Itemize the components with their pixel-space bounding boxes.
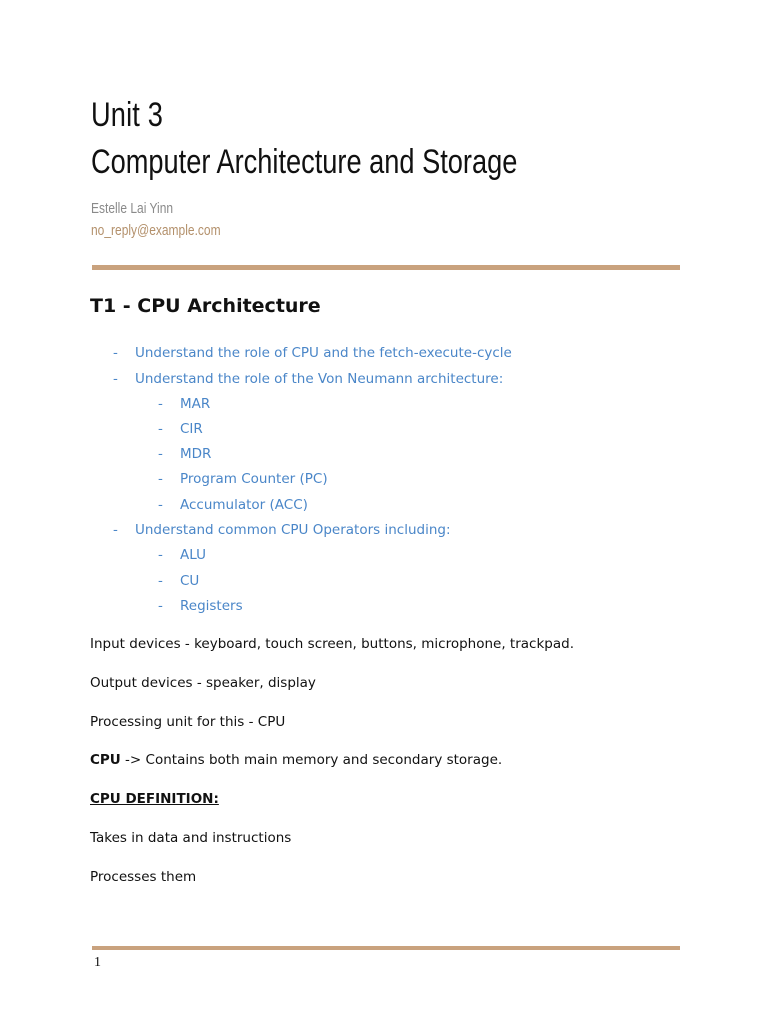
author-name: Estelle Lai Yinn (91, 200, 174, 217)
cpu-description: -> Contains both main memory and secondary storage. (120, 752, 503, 768)
bullet-dash: - (158, 497, 163, 513)
list-item-text: Accumulator (ACC) (180, 497, 308, 513)
bullet-dash: - (158, 598, 163, 614)
bullet-dash: - (158, 547, 163, 563)
output-devices-paragraph: Output devices - speaker, display (90, 675, 316, 691)
takes-in-paragraph: Takes in data and instructions (90, 830, 292, 846)
list-item-text: Program Counter (PC) (180, 471, 328, 487)
bullet-dash: - (113, 371, 118, 387)
document-title: Unit 3 (91, 96, 164, 134)
list-item-text: CIR (180, 421, 203, 437)
processing-unit-paragraph: Processing unit for this - CPU (90, 714, 286, 730)
bullet-dash: - (113, 345, 118, 361)
page-number: 1 (94, 955, 101, 970)
list-item-text: Understand common CPU Operators including: (135, 522, 451, 538)
list-item-text: MAR (180, 396, 211, 412)
bullet-dash: - (158, 471, 163, 487)
processes-paragraph: Processes them (90, 869, 197, 885)
list-item-text: ALU (180, 547, 206, 563)
bullet-dash: - (158, 396, 163, 412)
bullet-dash: - (158, 573, 163, 589)
section-heading: T1 - CPU Architecture (90, 295, 321, 317)
list-item-text: Registers (180, 598, 243, 614)
cpu-paragraph (90, 752, 502, 768)
list-item-text: CU (180, 573, 200, 589)
header-divider (92, 265, 680, 270)
list-item-text: Understand the role of CPU and the fetch-execute-cycle (135, 345, 512, 361)
list-item-text: Understand the role of the Von Neumann architecture: (135, 371, 504, 387)
document-subtitle: Computer Architecture and Storage (91, 143, 518, 181)
footer-divider (92, 946, 680, 950)
cpu-label: CPU (90, 752, 121, 768)
bullet-dash: - (158, 421, 163, 437)
author-email: no_reply@example.com (91, 222, 221, 239)
bullet-dash: - (113, 522, 118, 538)
input-devices-paragraph: Input devices - keyboard, touch screen, buttons, microphone, trackpad. (90, 636, 574, 652)
cpu-definition-heading: CPU DEFINITION: (90, 791, 219, 807)
bullet-dash: - (158, 446, 163, 462)
list-item-text: MDR (180, 446, 212, 462)
